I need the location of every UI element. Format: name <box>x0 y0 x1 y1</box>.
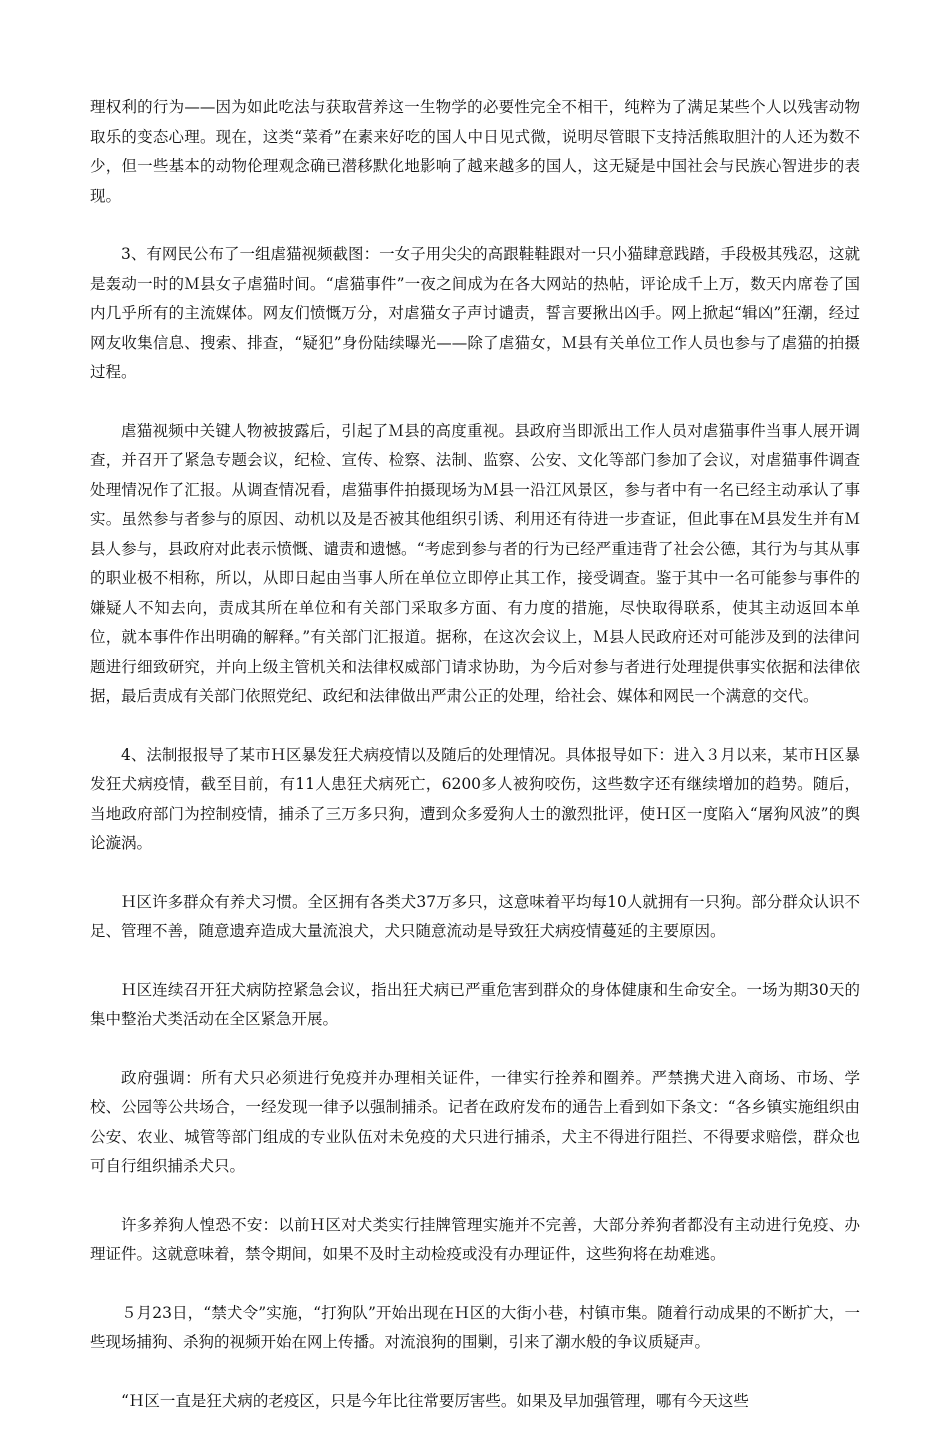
paragraph-quote-epidemic-area: “Ｈ区一直是狂犬病的老疫区，只是今年比往常要厉害些。如果及早加强管理，哪有今天这些 <box>121 1391 749 1410</box>
paragraph-owner-anxiety: 许多养狗人惶恐不安：以前Ｈ区对犬类实行挂牌管理实施并不完善，大部分养狗者都没有主动进行免疫、办理证件。这就意味着，禁令期间，如果不及时主动检疫或没有办理证件，这些狗将在劫难逃。 <box>90 1215 860 1263</box>
paragraph-dog-ban: ５月23日，“禁犬令”实施，“打狗队”开始出现在Ｈ区的大街小巷，村镇市集。随着行动成果的不断扩大，一些现场捕狗、杀狗的视频开始在网上传播。对流浪狗的围剿，引来了潮水般的争议质疑声。 <box>90 1303 860 1351</box>
document-page <box>90 93 860 1445</box>
paragraph-county-investigation: 虐猫视频中关键人物被披露后，引起了Ｍ县的高度重视。县政府当即派出工作人员对虐猫事件当事人展开调查，并召开了紧急专题会议，纪检、宣传、检察、法制、监察、公安、文化等部门参加了会议，对虐猫事件调查处理情况作了汇报。从调查情况看，虐猫事件拍摄现场为Ｍ县一沿江风景区，参与者中有一名已经主动承认了事实。虽然参与者参与的原因、动机以及是否被其他组织引诱、利用还有待进一步查证，但此事在Ｍ县发生并有Ｍ县人参与，县政府对此表示愤慨、谴责和遗憾。“考虑到参与者的行为已经严重违背了社会公德，其行为与其从事的职业极不相称，所以，从即日起由当事人所在单位立即停止其工作，接受调查。鉴于其中一名可能参与事件的嫌疑人不知去向，责成其所在单位和有关部门采取多方面、有力度的措施，尽快取得联系，使其主动返回本单位，就本事件作出明确的解释。”有关部门汇报道。据称，在这次会议上，Ｍ县人民政府还对可能涉及到的法律问题进行细致研究，并向上级主管机关和法律权威部门请求协助，为今后对参与者进行处理提供事实依据和法律依据，最后责成有关部门依照党纪、政纪和法律做出严肃公正的处理，给社会、媒体和网民一个满意的交代。 <box>90 421 860 705</box>
paragraph-dog-ownership: Ｈ区许多群众有养犬习惯。全区拥有各类犬37万多只，这意味着平均每10人就拥有一只狗。部分群众认识不足、管理不善，随意遗弃造成大量流浪犬，犬只随意流动是导致狂犬病疫情蔓延的主要原因。 <box>90 892 860 940</box>
paragraph-government-notice: 政府强调：所有犬只必须进行免疫并办理相关证件，一律实行拴养和圈养。严禁携犬进入商场、市场、学校、公园等公共场合，一经发现一律予以强制捕杀。记者在政府发布的通告上看到如下条文：“各乡镇实施组织由公安、农业、城管等部门组成的专业队伍对未免疫的犬只进行捕杀，犬主不得进行阻拦、不得要求赔偿，群众也可自行组织捕杀犬只。 <box>90 1068 860 1175</box>
paragraph-animal-ethics-continued: 理权利的行为——因为如此吃法与获取营养这一生物学的必要性完全不相干，纯粹为了满足某些个人以残害动物取乐的变态心理。现在，这类“菜肴”在素来好吃的国人中日见式微，说明尽管眼下支持活熊取胆汁的人还为数不少，但一些基本的动物伦理观念确已潜移默化地影响了越来越多的国人，这无疑是中国社会与民族心智进步的表现。 <box>90 98 860 205</box>
paragraph-rabies-outbreak: 4、法制报报导了某市Ｈ区暴发狂犬病疫情以及随后的处理情况。具体报导如下：进入３月以来，某市Ｈ区暴发狂犬病疫情，截至目前，有11人患狂犬病死亡，6200多人被狗咬伤，这些数字还有继续增加的趋势。随后，当地政府部门为控制疫情，捕杀了三万多只狗，遭到众多爱狗人士的激烈批评，使Ｈ区一度陷入“屠狗风波”的舆论漩涡。 <box>90 745 860 852</box>
paragraph-cat-abuse-video: 3、有网民公布了一组虐猫视频截图：一女子用尖尖的高跟鞋鞋跟对一只小猫肆意践踏，手段极其残忍，这就是轰动一时的Ｍ县女子虐猫时间。“虐猫事件”一夜之间成为在各大网站的热帖，评论成千上万，数天内席卷了国内几乎所有的主流媒体。网友们愤慨万分，对虐猫女子声讨谴责，誓言要揪出凶手。网上掀起“辑凶”狂潮，经过网友收集信息、搜索、排查，“疑犯”身份陆续曝光——除了虐猫女，Ｍ县有关单位工作人员也参与了虐猫的拍摄过程。 <box>90 245 860 381</box>
paragraph-emergency-meeting: Ｈ区连续召开狂犬病防控紧急会议，指出狂犬病已严重危害到群众的身体健康和生命安全。一场为期30天的集中整治犬类活动在全区紧急开展。 <box>90 980 860 1028</box>
